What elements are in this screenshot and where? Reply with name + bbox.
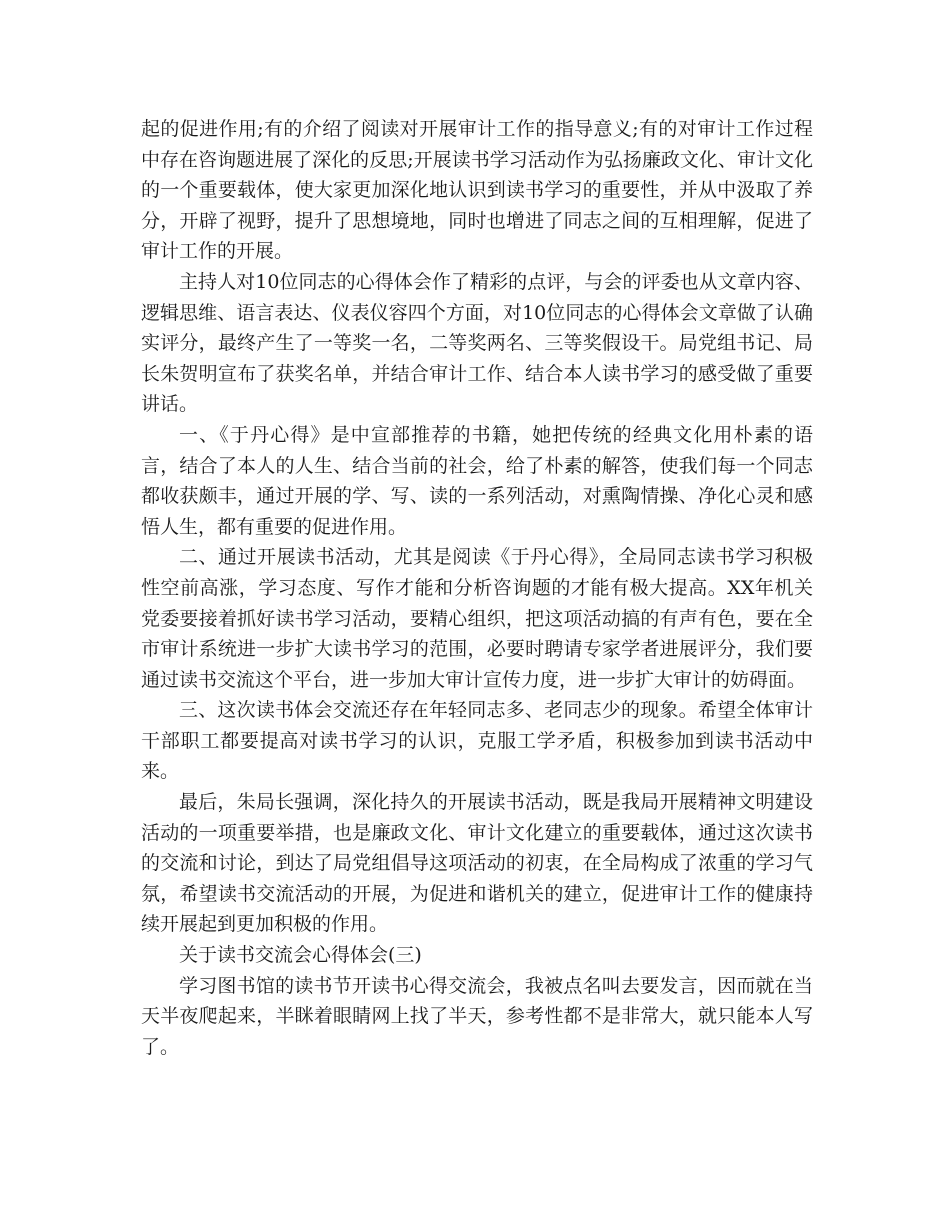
paragraph-conclusion: 最后，朱局长强调，深化持久的开展读书活动，既是我局开展精神文明建设活动的一项重要举措，也是廉政文化、审计文化建立的重要载体，通过这次读书的交流和讨论，到达了局党组倡导这项活动的初衷，在全局构成了浓重的学习气氛，希望读书交流活动的开展，为促进和谐机关的建立，促进审计工作的健康持续开展起到更加积极的作用。 — [141, 791, 813, 936]
section-heading: 关于读书交流会心得体会(三) — [179, 944, 422, 967]
paragraph-point-two: 二、通过开展读书活动，尤其是阅读《于丹心得》，全局同志读书学习积极性空前高涨，学习态度、写作才能和分析咨询题的才能有极大提高。XX年机关党委要接着抓好读书学习活动，要精心组织，把这项活动搞的有声有色，要在全市审计系统进一步扩大读书学习的范围，必要时聘请专家学者进展评分，我们要通过读书交流这个平台，进一步加大审计宣传力度，进一步扩大审计的妨碍面。 — [141, 546, 813, 691]
document-body — [141, 114, 813, 1062]
paragraph-section-three-intro: 学习图书馆的读书节开读书心得交流会，我被点名叫去要发言，因而就在当天半夜爬起来，半眯着眼睛网上找了半天，参考性都不是非常大，就只能本人写了。 — [141, 974, 813, 1058]
paragraph-judging: 主持人对10位同志的心得体会作了精彩的点评，与会的评委也从文章内容、逻辑思维、语言表达、仪表仪容四个方面，对10位同志的心得体会文章做了认确实评分，最终产生了一等奖一名，二等奖两名、三等奖假设干。局党组书记、局长朱贺明宣布了获奖名单，并结合审计工作、结合本人读书学习的感受做了重要讲话。 — [141, 270, 813, 416]
paragraph-point-three: 三、这次读书体会交流还存在年轻同志多、老同志少的现象。希望全体审计干部职工都要提高对读书学习的认识，克服工学矛盾，积极参加到读书活动中来。 — [141, 699, 813, 783]
paragraph-continuation: 起的促进作用;有的介绍了阅读对开展审计工作的指导意义;有的对审计工作过程中存在咨询题进展了深化的反思;开展读书学习活动作为弘扬廉政文化、审计文化的一个重要载体，使大家更加深化地认识到读书学习的重要性，并从中汲取了养分，开辟了视野，提升了思想境地，同时也增进了同志之间的互相理解，促进了审计工作的开展。 — [141, 118, 813, 263]
paragraph-point-one: 一、《于丹心得》是中宣部推荐的书籍，她把传统的经典文化用朴素的语言，结合了本人的人生、结合当前的社会，给了朴素的解答，使我们每一个同志都收获颇丰，通过开展的学、写、读的一系列活动，对熏陶情操、净化心灵和感悟人生，都有重要的促进作用。 — [141, 423, 813, 538]
